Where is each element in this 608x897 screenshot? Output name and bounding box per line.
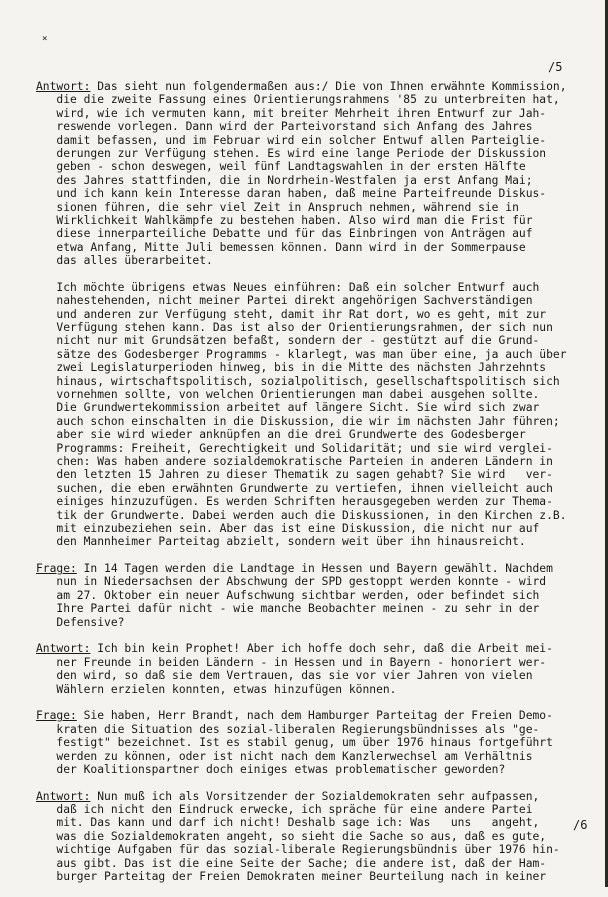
- text-line: damit befassen, und im Februar wird ein solcher Entwuf allen Parteiglie-: [36, 133, 547, 147]
- text-line: [36, 80, 592, 93]
- text-line: tik der Grundwerte. Dabei werden auch die Diskussionen, in den Kirchen z.B.: [36, 508, 567, 522]
- text-line: mit einzubeziehen sein. Aber das ist eine Diskussion, die nicht nur auf: [36, 521, 540, 535]
- paragraph: [36, 642, 592, 696]
- speaker-label: Antwort:: [36, 789, 91, 803]
- text-line: sätze des Godesberger Programms - klarlegt, was man über eine, ja auch über: [36, 347, 567, 361]
- text-line: des Jahres stattfinden, die in Nordrhein-Westfalen ja erst Anfang Mai;: [36, 173, 533, 187]
- text-line: etwa Anfang, Mitte Juli bemessen können. Dann wird in der Sommerpause: [36, 240, 526, 254]
- text-line: Defensive?: [36, 615, 125, 629]
- speaker-label: Antwort:: [36, 80, 91, 93]
- text-line: burger Parteitag der Freien Demokraten meiner Beurteilung nach in keiner: [36, 870, 547, 884]
- text-line: Programms: Freiheit, Gerechtigkeit und Solidarität; und sie wird verglei-: [36, 441, 553, 455]
- text-line: daß ich nicht den Eindruck erwecke, ich spräche für eine andere Partei: [36, 803, 533, 817]
- text-line: chen: Was haben andere sozialdemokratische Parteien in anderen Ländern in: [36, 454, 553, 468]
- corner-mark: ×: [42, 34, 48, 44]
- text-line: derungen zur Verfügung stehen. Es wird eine lange Periode der Diskussion: [36, 146, 547, 160]
- line-text: Sie haben, Herr Brandt, nach dem Hamburger Parteitag der Freien Demo-: [76, 709, 553, 723]
- text-line: den wird, so daß sie dem Vertrauen, das sie vor vier Jahren von vielen: [36, 669, 533, 683]
- line-text: Ich bin kein Prophet! Aber ich hoffe doch sehr, daß die Arbeit mei-: [90, 642, 553, 656]
- speaker-label: Frage:: [36, 709, 77, 723]
- text-line: ner Freunde in beiden Ländern - in Hessen und in Bayern - honoriert wer-: [36, 655, 547, 669]
- paragraph: [36, 281, 592, 549]
- page-number: /5: [548, 60, 563, 74]
- text-line: reswende vorlegen. Dann wird der Parteivorstand sich Anfang des Jahres: [36, 120, 533, 134]
- text-line: Wählern erzielen konnten, etwas hinzufügen können.: [36, 682, 397, 696]
- text-line: am 27. Oktober ein neuer Aufschwung sichtbar werden, oder befindet sich: [36, 588, 540, 602]
- text-line: den Mannheimer Parteitag abzielt, sondern weit über ihn hinausreicht.: [36, 535, 526, 549]
- paragraph: [36, 80, 592, 267]
- text-line: [36, 709, 592, 722]
- text-line: Verfügung stehen kann. Das ist also der Orientierungsrahmen, der sich nun: [36, 321, 553, 335]
- line-text: Nun muß ich als Vorsitzender der Sozialdemokraten sehr aufpassen,: [90, 789, 540, 803]
- text-line: nun in Niedersachsen der Abschwung der SPD gestoppt werden konnte - wird: [36, 575, 547, 589]
- text-line: und ich kann kein Interesse daran haben, daß meine Parteifreunde Diskus-: [36, 187, 547, 201]
- document-body: [36, 80, 592, 897]
- text-line: zwei Legislaturperioden hinweg, bis in die Mitte des nächsten Jahrzehnts: [36, 361, 547, 375]
- text-line: suchen, die eben erwähnten Grundwerte zu vertiefen, ihnen vielleicht auch: [36, 481, 553, 495]
- text-line: wichtige Aufgaben für das sozial-liberale Regierungsbündnis über 1976 hin-: [36, 843, 560, 857]
- speaker-label: Frage:: [36, 562, 77, 576]
- text-line: [36, 790, 592, 803]
- text-line: auch schon einschalten in die Diskussion, die wir im nächsten Jahr führen;: [36, 414, 560, 428]
- text-line: vornehmen sollte, von welchen Orientierungen man dabei ausgehen sollte.: [36, 387, 540, 401]
- text-line: festigt" bezeichnet. Ist es stabil genug, um über 1976 hinaus fortgeführt: [36, 736, 553, 750]
- text-line: sionen führen, die sehr viel Zeit in Anspruch nehmen, während sie in: [36, 200, 519, 214]
- speaker-label: Antwort:: [36, 642, 91, 656]
- next-page-marker: /6: [573, 818, 588, 832]
- text-line: den letzten 15 Jahren zu dieser Thematik zu sagen gehabt? Sie wird ver-: [36, 468, 553, 482]
- line-text: Das sieht nun folgendermaßen aus:/ Die von Ihnen erwähnte Kommission,: [90, 80, 567, 93]
- text-line: nicht nur mit Grundsätzen befaßt, sondern der - gestützt auf die Grund-: [36, 334, 540, 348]
- text-line: nahestehenden, nicht meiner Partei direkt angehörigen Sachverständigen: [36, 294, 533, 308]
- text-line: [36, 642, 592, 655]
- line-text: In 14 Tagen werden die Landtage in Hessen und Bayern gewählt. Nachdem: [76, 562, 553, 576]
- text-line: das alles überarbeitet.: [36, 254, 213, 268]
- text-line: diese innerparteiliche Debatte und für das Einbringen von Anträgen auf: [36, 227, 533, 241]
- text-line: mit. Das kann und darf ich nicht! Deshalb sage ich: Was uns angeht,: [36, 816, 540, 830]
- text-line: Wirklichkeit Wahlkämpfe zu bestehen haben. Also wird man die Frist für: [36, 213, 533, 227]
- paragraph: [36, 562, 592, 629]
- text-line: kraten die Situation des sozial-liberalen Regierungsbündnisses als "ge-: [36, 722, 540, 736]
- text-line: [36, 281, 592, 294]
- paragraph: [36, 709, 592, 776]
- text-line: aber sie wird wieder anknüpfen an die drei Grundwerte des Godesberger: [36, 428, 526, 442]
- text-line: werden zu können, oder ist nicht nach dem Kanzlerwechsel am Verhältnis: [36, 749, 533, 763]
- text-line: was die Sozialdemokraten angeht, so sieht die Sache so aus, daß es gute,: [36, 829, 547, 843]
- text-line: hinaus, wirtschaftspolitisch, sozialpolitisch, gesellschaftspolitisch sich: [36, 374, 560, 388]
- text-line: und anderen zur Verfügung steht, damit ihr Rat dort, wo es geht, mit zur: [36, 307, 547, 321]
- text-line: geben - schon deswegen, weil fünf Landtagswahlen in der ersten Hälfte: [36, 160, 526, 174]
- text-line: Die Grundwertekommission arbeitet auf längere Sicht. Sie wird sich zwar: [36, 401, 540, 415]
- text-line: [36, 562, 592, 575]
- text-line: der Koalitionspartner doch einiges etwas problematischer geworden?: [36, 762, 506, 776]
- text-line: aus gibt. Das ist die eine Seite der Sache; die andere ist, daß der Ham-: [36, 856, 547, 870]
- text-line: wird, wie ich vermuten kann, mit breiter Mehrheit ihren Entwurf zur Jah-: [36, 106, 547, 120]
- line-text: Ich möchte übrigens etwas Neues einführen: Daß ein solcher Entwurf auch: [36, 280, 540, 294]
- text-line: die die zweite Fassung eines Orientierungsrahmens '85 zu unterbreiten hat,: [36, 93, 560, 107]
- text-line: einiges hinzuzufügen. Es werden Schriften herausgegeben werden zur Thema-: [36, 495, 553, 509]
- paragraph: [36, 790, 592, 884]
- text-line: Ihre Partei dafür nicht - wie manche Beobachter meinen - zu sehr in der: [36, 602, 540, 616]
